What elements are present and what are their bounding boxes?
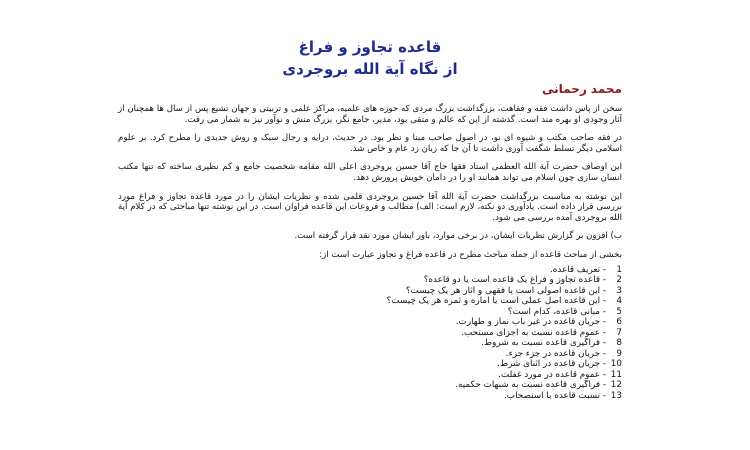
list-item: 10- جریان قاعده در اثنای شرط. [497, 359, 622, 370]
document-title-line2: از نگاه آیة الله بروجردی [282, 60, 458, 78]
list-item: 3- این قاعده اصولی است یا فقهی و آثار هر یک چیست؟ [405, 285, 622, 296]
list-item: 5- مبانی قاعده، کدام است؟ [507, 306, 622, 317]
intro-paragraph-4: این نوشته به مناسبت بزرگداشت حضرت آیة الله آقا حسین بروجردی قلمی شده و نظریات ایشان را در مورد قاعده تجاوز و فراغ مورد بررسی قرار داده است. یادآوری دو نکته، لازم است: الف) مطالب و فروعات این قاعده فراوان است. در این نوشته تنها مباحثی که در کلام آیة الله بروجردی آمده بررسی می شود. [118, 191, 622, 223]
list-item: 13- نسبت قاعده با استصحاب. [504, 390, 622, 401]
author-name: محمد رحمانی [542, 82, 622, 96]
intro-paragraph-3: این اوصاف حضرت آیة الله العظمی استاد فقها حاج آقا حسین بروجردی اعلی الله مقامه شخصیت جامع و کم نظیری ساخته که تنها مکتب انسان سازی چون اسلام می تواند همانند او را در دامان خویش پرورش دهد. [118, 162, 622, 183]
list-item: 9- جریان قاعده در جزء جزء. [505, 348, 622, 359]
intro-paragraph-1: سخن از پاس داشت فقه و فقاهت، بزرگداشت بزرگ مردی که حوزه های علمیه، مراکز علمی و تربیتی و جهان تشیع پس از سال ها همچنان از آثار وجودی او بهره مند است. گذشته از این که عالم و متقی بود، مدیر، جامع نگر، بزرگ منش و نوآور نیز به شمار می رفت. [118, 104, 622, 125]
list-item: 12- فراگیری قاعده نسبت به شبهات حکمیه. [455, 380, 622, 391]
intro-paragraph-2: در فقه صاحب مکتب و شیوه ای نو، در اصول صاحب مبنا و نظر بود. در حدیث، درایه و رجال سبک و روش جدیدی را مطرح کرد. بر علوم اسلامی دیگر تسلط شگفت آوری داشت تا آن جا که زبان زد عام و خاص شد. [118, 133, 622, 154]
document-title-line1: قاعده تجاوز و فراغ [298, 38, 442, 56]
list-item: 2- قاعده تجاوز و فراغ یک قاعده است یا دو قاعده؟ [423, 275, 622, 286]
list-item: 11- عموم قاعده در مورد غفلت. [498, 369, 622, 380]
topics-list [118, 265, 622, 402]
list-intro-paragraph: بخشی از مباحث قاعده از جمله مباحث مطرح در قاعده فراغ و تجاوز عبارت است از: [319, 249, 622, 260]
list-item: 1- تعریف قاعده. [549, 264, 622, 275]
list-item: 4- این قاعده اصل عملی است یا اماره و ثمره هر یک چیست؟ [386, 296, 622, 307]
list-item: 8- فراگیری قاعده نسبت به شروط. [481, 338, 622, 349]
list-item: 6- جریان قاعده در غیر باب نماز و طهارت. [455, 317, 622, 328]
intro-paragraph-5: ب) افزون بر گزارش نظریات ایشان، در برخی موارد، باور ایشان مورد نقد قرار گرفته است. [294, 231, 622, 242]
list-item: 7- عموم قاعده نسبت به اجزای مستحب. [461, 327, 622, 338]
